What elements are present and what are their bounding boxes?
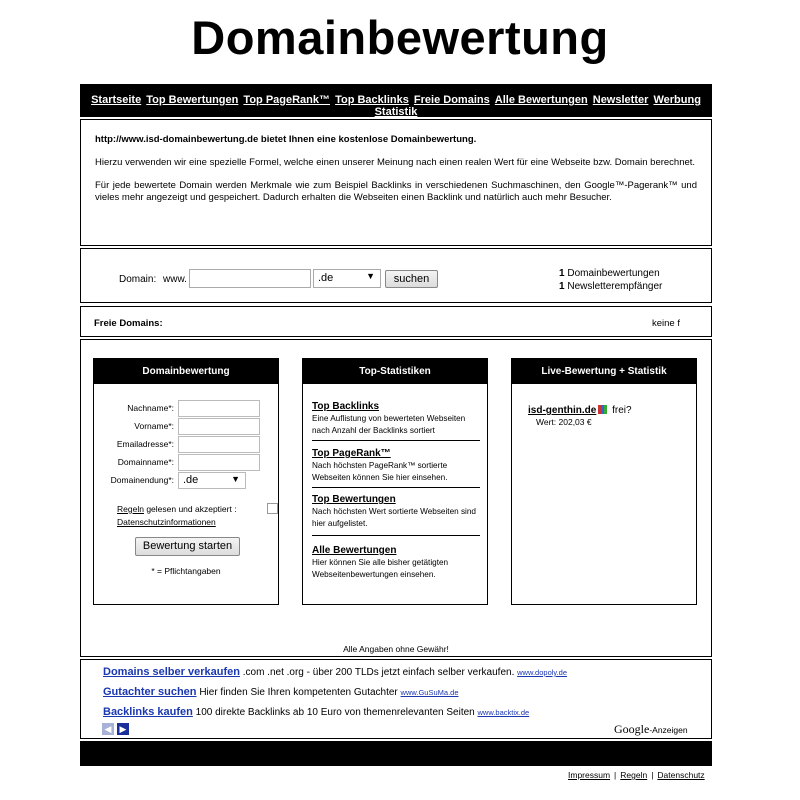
domainendung-label: Domainendung*: <box>110 475 174 485</box>
ad-text: .com .net .org - über 200 TLDs jetzt einfach selber verkaufen. <box>242 667 515 678</box>
chevron-down-icon: ▼ <box>231 474 240 484</box>
stat-label: Domainbewertungen <box>567 268 660 279</box>
site-stats <box>559 267 662 293</box>
separator: | <box>651 770 654 780</box>
intro-box <box>80 119 712 246</box>
stat-link-alle-bewertungen[interactable]: Alle Bewertungen <box>312 545 397 556</box>
stat-item <box>312 493 480 529</box>
email-input[interactable] <box>178 436 260 453</box>
vorname-label: Vorname*: <box>134 421 174 431</box>
rules-link[interactable]: Regeln <box>117 504 144 514</box>
domainname-label: Domainname*: <box>117 457 174 467</box>
domainendung-value: .de <box>183 474 199 486</box>
free-domains-ticker: keine f <box>652 318 680 329</box>
vorname-input[interactable] <box>178 418 260 435</box>
chevron-right-icon[interactable]: ▶ <box>117 723 129 735</box>
nav-newsletter[interactable]: Newsletter <box>592 94 649 106</box>
ad-url-link[interactable]: www.backtix.de <box>477 708 530 717</box>
nav-statistik[interactable]: Statistik <box>374 106 418 118</box>
panel-heading: Top-Statistiken <box>303 359 487 384</box>
live-domain-value: Wert: 202,03 € <box>536 417 592 427</box>
live-domain-status: frei? <box>612 405 632 416</box>
main-nav <box>80 84 712 117</box>
intro-paragraph-2: Für jede bewertete Domain werden Merkmale wie zum Beispiel Backlinks in verschiedenen Suchmaschinen, den Google™-Pagerank™ und vieles mehr angezeigt und gespeichert. Dadurch erhalten die Webseiten einen Backlink und natürlich auch mehr Besucher. <box>95 180 697 203</box>
domainname-input[interactable] <box>178 454 260 471</box>
nav-alle-bewertungen[interactable]: Alle Bewertungen <box>494 94 588 106</box>
footer-link-datenschutz[interactable]: Datenschutz <box>657 770 705 780</box>
www-prefix: www. <box>163 274 187 285</box>
nav-freie-domains[interactable]: Freie Domains <box>413 94 490 106</box>
tld-select-value: .de <box>318 272 334 284</box>
stat-item <box>312 400 480 436</box>
nav-startseite[interactable]: Startseite <box>91 94 142 106</box>
privacy-link[interactable]: Datenschutzinformationen <box>117 517 216 527</box>
rules-agreement <box>117 503 237 529</box>
divider <box>312 487 480 488</box>
stat-link-top-pagerank[interactable]: Top PageRank™ <box>312 448 391 459</box>
rules-agree-text: gelesen und akzeptiert : <box>146 504 237 514</box>
stat-row <box>559 280 662 293</box>
divider <box>312 535 480 536</box>
stat-label: Newsletterempfänger <box>567 281 663 292</box>
nav-top-bewertungen[interactable]: Top Bewertungen <box>146 94 239 106</box>
footer-link-regeln[interactable]: Regeln <box>620 770 648 780</box>
chevron-left-icon[interactable]: ◀ <box>102 723 114 735</box>
divider <box>312 440 480 441</box>
email-label: Emailadresse*: <box>116 439 174 449</box>
domain-label: Domain: <box>119 274 157 285</box>
ad-item <box>103 686 459 698</box>
free-domains-label: Freie Domains: <box>94 318 163 329</box>
main-content <box>80 339 712 657</box>
chevron-down-icon: ▼ <box>366 271 375 281</box>
ad-text: 100 direkte Backlinks ab 10 Euro von themenrelevanten Seiten <box>195 707 475 718</box>
panel-heading: Live-Bewertung + Statistik <box>512 359 696 384</box>
domain-rating-panel <box>93 358 279 605</box>
search-button[interactable]: suchen <box>385 270 438 288</box>
google-ads-box <box>80 659 712 739</box>
stat-desc: Eine Auflistung von bewerteten Webseiten nach Anzahl der Backlinks sortiert <box>312 414 466 435</box>
nav-top-pagerank[interactable]: Top PageRank™ <box>243 94 331 106</box>
ad-text: Hier finden Sie Ihren kompetenten Gutachter <box>199 687 398 698</box>
ad-title-link[interactable]: Gutachter suchen <box>103 686 197 698</box>
live-rating-entry <box>528 405 632 427</box>
domain-search-input[interactable] <box>189 269 311 288</box>
ads-suffix: -Anzeigen <box>649 725 688 735</box>
panel-heading: Domainbewertung <box>94 359 278 384</box>
ad-url-link[interactable]: www.GuSuMa.de <box>400 688 459 697</box>
ad-item <box>103 666 567 678</box>
footer-link-impressum[interactable]: Impressum <box>568 770 611 780</box>
footer-links <box>568 770 705 780</box>
search-box <box>80 248 712 303</box>
required-note: * = Pflichtangaben <box>151 566 221 576</box>
start-rating-button[interactable]: Bewertung starten <box>135 537 240 556</box>
nachname-label: Nachname*: <box>127 403 174 413</box>
disclaimer: Alle Angaben ohne Gewähr! <box>343 644 449 654</box>
form-row-nachname <box>94 400 278 418</box>
form-row-vorname <box>94 418 278 436</box>
google-ads-label[interactable] <box>614 722 688 737</box>
stat-row <box>559 267 662 280</box>
google-logo: Google <box>614 722 650 736</box>
ad-title-link[interactable]: Backlinks kaufen <box>103 706 193 718</box>
stat-link-top-bewertungen[interactable]: Top Bewertungen <box>312 494 396 505</box>
form-row-domainendung <box>94 472 278 490</box>
rules-checkbox[interactable] <box>267 503 278 514</box>
ad-url-link[interactable]: www.dopoly.de <box>517 668 568 677</box>
intro-lead: http://www.isd-domainbewertung.de bietet Ihnen eine kostenlose Domainbewertung. <box>95 134 477 145</box>
ad-title-link[interactable]: Domains selber verkaufen <box>103 666 240 678</box>
separator: | <box>614 770 617 780</box>
domainendung-select[interactable] <box>178 472 246 489</box>
stat-item <box>312 544 480 580</box>
form-row-domainname <box>94 454 278 472</box>
chart-icon <box>598 405 607 414</box>
nachname-input[interactable] <box>178 400 260 417</box>
footer-bar <box>80 741 712 766</box>
free-domains-box <box>80 306 712 337</box>
intro-paragraph-1: Hierzu verwenden wir eine spezielle Formel, welche einen unserer Meinung nach einen realen Wert für eine Webseite bzw. Domain berechnet. <box>95 157 696 168</box>
stat-item <box>312 447 480 483</box>
stat-link-top-backlinks[interactable]: Top Backlinks <box>312 401 380 412</box>
stat-desc: Nach höchsten Wert sortierte Webseiten sind hier aufgelistet. <box>312 507 476 528</box>
form-row-email <box>94 436 278 454</box>
tld-select[interactable] <box>313 269 381 288</box>
live-rating-panel <box>511 358 697 605</box>
nav-top-backlinks[interactable]: Top Backlinks <box>335 94 409 106</box>
stat-count: 1 <box>559 281 565 292</box>
top-statistics-panel <box>302 358 488 605</box>
stat-desc: Hier können Sie alle bisher getätigten Webseitenbewertungen einsehen. <box>312 558 449 579</box>
stat-desc: Nach höchsten PageRank™ sortierte Webseiten können Sie hier einsehen. <box>312 461 448 482</box>
page-title: Domainbewertung <box>191 11 609 64</box>
live-domain-link[interactable]: isd-genthin.de <box>528 405 597 416</box>
ad-item <box>103 706 529 718</box>
stat-count: 1 <box>559 268 565 279</box>
nav-werbung[interactable]: Werbung <box>653 94 701 106</box>
